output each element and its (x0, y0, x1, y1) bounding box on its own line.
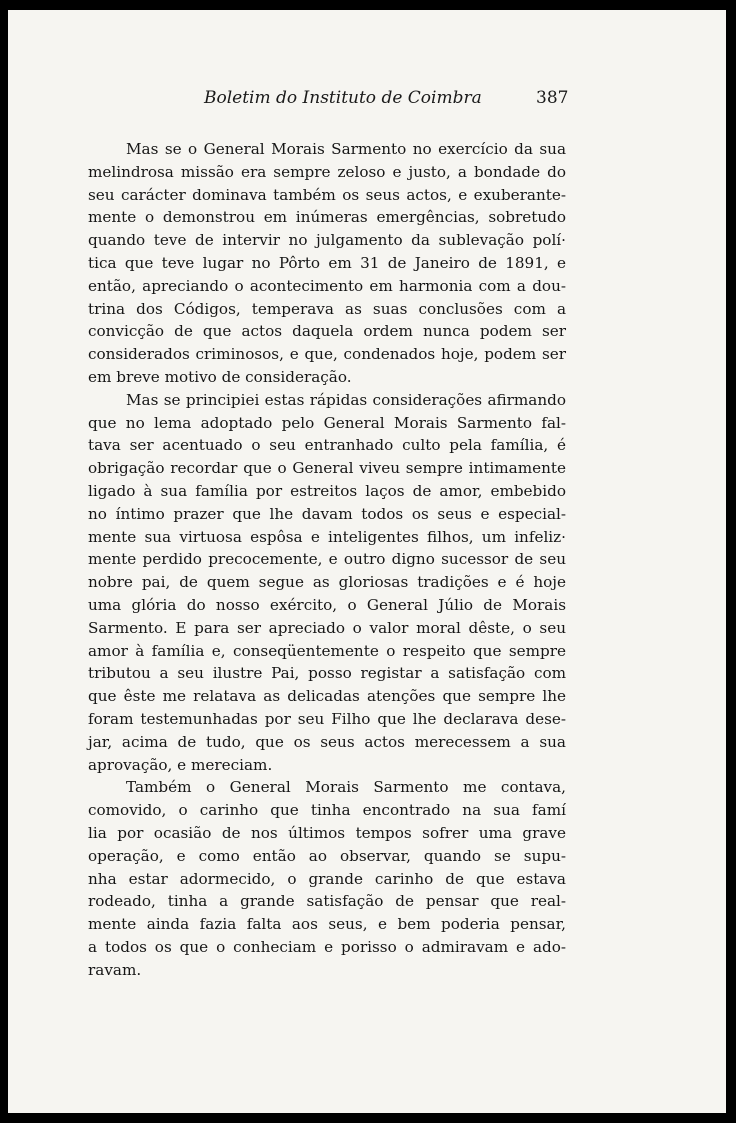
text-line: tava ser acentuado o seu entranhado culto pela família, é (88, 436, 566, 455)
text-line: tica que teve lugar no Pôrto em 31 de Janeiro de 1891, e (88, 253, 566, 272)
paragraph-1 (88, 138, 566, 389)
text-line: considerados criminosos, e que, condenados hoje, podem ser (88, 345, 566, 364)
text-line: Mas se o General Morais Sarmento no exercício da sua (126, 140, 566, 158)
text-line: Mas se principiei estas rápidas considerações afirmando (126, 390, 566, 409)
text-line: no íntimo prazer que lhe davam todos os seus e especial- (88, 504, 566, 523)
text-line: jar, acima de tudo, que os seus actos merecessem a sua (88, 732, 566, 751)
text-line: obrigação recordar que o General viveu sempre intimamente (88, 459, 566, 478)
text-line: aprovação, e mereciam. (88, 755, 273, 774)
text-line: amor à família e, conseqüentemente o respeito que sempre (88, 641, 566, 660)
text-line: ravam. (88, 960, 142, 979)
text-line: mente ainda fazia falta aos seus, e bem poderia pensar, (88, 915, 566, 934)
text-line: rodeado, tinha a grande satisfação de pensar que real- (88, 892, 566, 911)
text-line: que no lema adoptado pelo General Morais Sarmento fal- (88, 413, 566, 432)
document-page (8, 10, 726, 1113)
text-line: mente sua virtuosa espôsa e inteligentes filhos, um infeliz· (88, 527, 566, 546)
text-line: Também o General Morais Sarmento me contava, (126, 778, 566, 797)
paragraph-2 (88, 389, 566, 777)
text-line: ligado à sua família por estreitos laços de amor, embebido (88, 481, 566, 500)
body-text (88, 138, 566, 981)
paragraph-3 (88, 776, 566, 981)
text-line: a todos os que o conheciam e porisso o admiravam e ado- (88, 937, 566, 956)
page-number: 387 (536, 88, 569, 108)
text-line: nha estar adormecido, o grande carinho de que estava (88, 869, 566, 888)
text-line: quando teve de intervir no julgamento da sublevação polí· (88, 231, 566, 250)
text-line: trina dos Códigos, temperava as suas conclusões com a (88, 299, 566, 318)
text-line: nobre pai, de quem segue as gloriosas tradições e é hoje (88, 573, 566, 592)
text-line: Sarmento. E para ser apreciado o valor moral dêste, o seu (88, 618, 566, 637)
text-line: uma glória do nosso exército, o General Júlio de Morais (88, 595, 566, 614)
text-line: lia por ocasião de nos últimos tempos sofrer uma grave (88, 823, 566, 842)
text-line: operação, e como então ao observar, quando se supu- (88, 846, 566, 865)
text-line: comovido, o carinho que tinha encontrado na sua famí (88, 801, 566, 820)
text-line: em breve motivo de consideração. (88, 367, 352, 386)
text-line: mente perdido precocemente, e outro digno sucessor de seu (88, 550, 566, 569)
text-line: que êste me relatava as delicadas atenções que sempre lhe (88, 687, 566, 706)
page-header (8, 88, 726, 112)
text-line: melindrosa missão era sempre zeloso e justo, a bondade do (88, 162, 566, 181)
text-line: seu carácter dominava também os seus actos, e exuberante- (88, 185, 566, 204)
text-line: tributou a seu ilustre Pai, posso registar a satisfação com (88, 664, 566, 683)
text-line: mente o demonstrou em inúmeras emergências, sobretudo (88, 208, 566, 227)
text-line: convicção de que actos daquela ordem nunca podem ser (88, 322, 566, 341)
running-title: Boletim do Instituto de Coimbra (204, 88, 482, 108)
text-line: então, apreciando o acontecimento em harmonia com a dou- (88, 276, 566, 295)
text-line: foram testemunhadas por seu Filho que lhe declarava dese- (88, 709, 566, 728)
